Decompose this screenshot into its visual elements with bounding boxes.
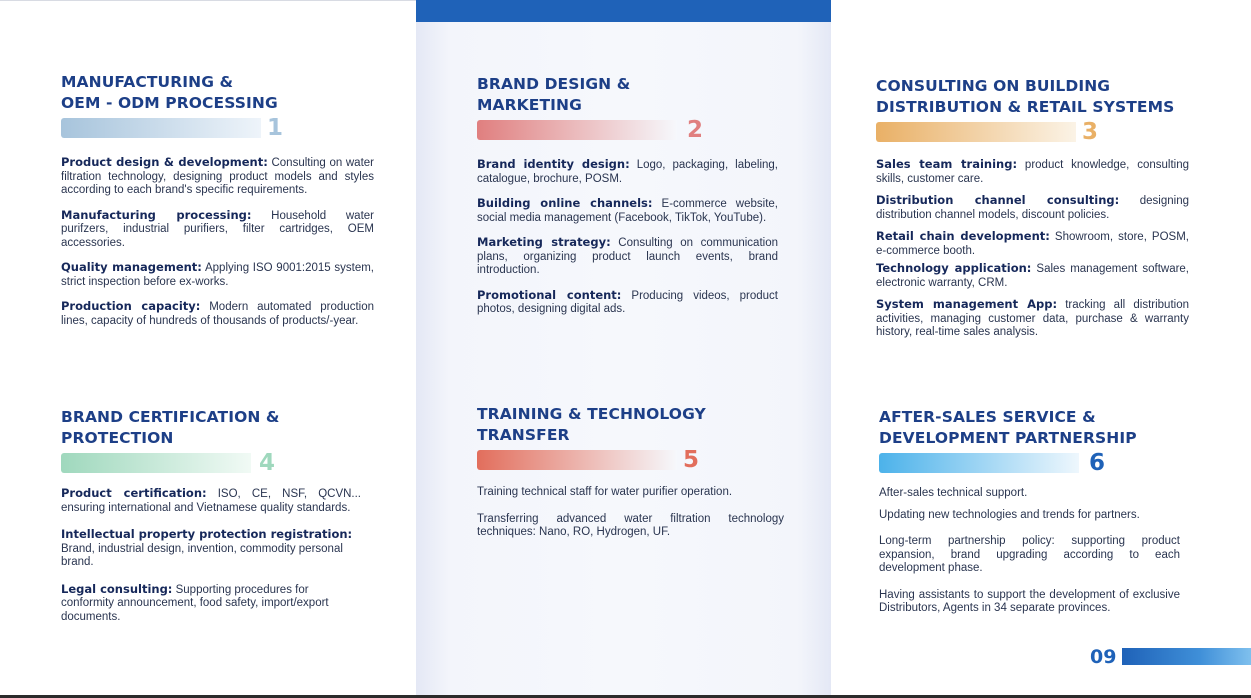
- page-number-bar: [1122, 648, 1251, 665]
- list-item: After-sales technical support.: [879, 487, 1028, 499]
- section-manufacturing: [61, 72, 374, 339]
- section-number-band: [477, 117, 778, 143]
- list-item: System management App: tracking all distribution activities, managing customer data, purchase & warranty history, real-time sales analysis.: [876, 297, 1189, 338]
- list-item: Product certification: ISO, CE, NSF, QCVN... ensuring international and Vietnamese quality standards.: [61, 486, 361, 514]
- section-title: BRAND CERTIFICATION & PROTECTION: [61, 408, 280, 447]
- section-number: 2: [687, 117, 704, 143]
- list-item: Training technical staff for water purifier operation.: [477, 486, 733, 498]
- list-item: Having assistants to support the development of exclusive Distributors, Agents in 34 separate provinces.: [879, 588, 1180, 614]
- list-item: Brand identity design: Logo, packaging, labeling, catalogue, brochure, POSM.: [477, 157, 778, 185]
- section-distribution: [876, 76, 1189, 351]
- list-item: Intellectual property protection registration: Brand, industrial design, invention, commodity personal brand.: [61, 527, 353, 568]
- list-item: Quality management: Applying ISO 9001:2015 system, strict inspection before ex-works.: [61, 260, 374, 288]
- list-item: Promotional content: Producing videos, product photos, designing digital ads.: [477, 287, 778, 315]
- top-accent-bar: [416, 0, 831, 22]
- list-item: Production capacity: Modern automated production lines, capacity of hundreds of thousands of products/-year.: [61, 299, 374, 327]
- section-number: 4: [259, 450, 276, 476]
- list-item: Distribution channel consulting: designing distribution channel models, discount policies.: [876, 193, 1189, 221]
- number-band-gradient: [61, 453, 251, 473]
- number-band-gradient: [477, 450, 677, 470]
- number-band-gradient: [477, 120, 677, 140]
- list-item: Long-term partnership policy: supporting product expansion, brand upgrading according to each development phase.: [879, 535, 1180, 574]
- section-title: AFTER-SALES SERVICE & DEVELOPMENT PARTNERSHIP: [879, 408, 1137, 447]
- list-item: Transferring advanced water filtration technology techniques: Nano, RO, Hydrogen, UF.: [477, 512, 784, 538]
- section-number-band: [61, 450, 361, 476]
- section-title: TRAINING & TECHNOLOGY TRANSFER: [477, 405, 706, 444]
- section-title: MANUFACTURING & OEM - ODM PROCESSING: [61, 73, 278, 112]
- section-number-band: [876, 119, 1189, 145]
- list-item: Sales team training: product knowledge, consulting skills, customer care.: [876, 157, 1190, 185]
- section-number: 3: [1082, 119, 1099, 145]
- list-item: Updating new technologies and trends for partners.: [879, 508, 1140, 521]
- section-body: [477, 158, 778, 317]
- section-number-band: [477, 447, 784, 473]
- list-item: Marketing strategy: Consulting on communication plans, organizing product launch events, brand introduction.: [477, 235, 778, 276]
- section-number: 1: [267, 115, 284, 141]
- number-band-gradient: [876, 122, 1076, 142]
- list-item: Legal consulting: Supporting procedures for conformity announcement, food safety, import/export documents.: [61, 581, 329, 623]
- number-band-gradient: [61, 118, 261, 138]
- section-body: [876, 158, 1189, 340]
- section-number-band: [879, 450, 1180, 476]
- section-title: CONSULTING ON BUILDING DISTRIBUTION & RETAIL SYSTEMS: [876, 77, 1175, 116]
- section-body: [61, 156, 374, 328]
- list-item: Manufacturing processing: Household water purifzers, industrial purifiers, filter cartridges, OEM accessories.: [61, 207, 374, 249]
- section-brand-design: [477, 74, 778, 328]
- section-body: [61, 487, 361, 624]
- page-number: 09: [1090, 646, 1117, 668]
- list-item: Technology application: Sales management software, electronic warranty, CRM.: [876, 261, 1190, 289]
- list-item: Product design & development: Consulting on water filtration technology, designing product models and styles according to each brand's specific requirements.: [61, 155, 375, 196]
- section-body: [879, 487, 1180, 616]
- number-band-gradient: [879, 453, 1079, 473]
- section-certification: [61, 407, 361, 635]
- list-item: Retail chain development: Showroom, store, POSM, e-commerce booth.: [876, 229, 1189, 257]
- section-body: [477, 486, 784, 540]
- section-title: BRAND DESIGN & MARKETING: [477, 75, 631, 114]
- section-training: [477, 404, 784, 551]
- section-number: 6: [1089, 450, 1106, 476]
- list-item: Building online channels: E-commerce website, social media management (Facebook, TikTok, YouTube).: [477, 196, 778, 224]
- section-number: 5: [683, 447, 700, 473]
- section-after-sales: [879, 407, 1180, 627]
- section-number-band: [61, 115, 374, 141]
- top-divider: [0, 0, 416, 1]
